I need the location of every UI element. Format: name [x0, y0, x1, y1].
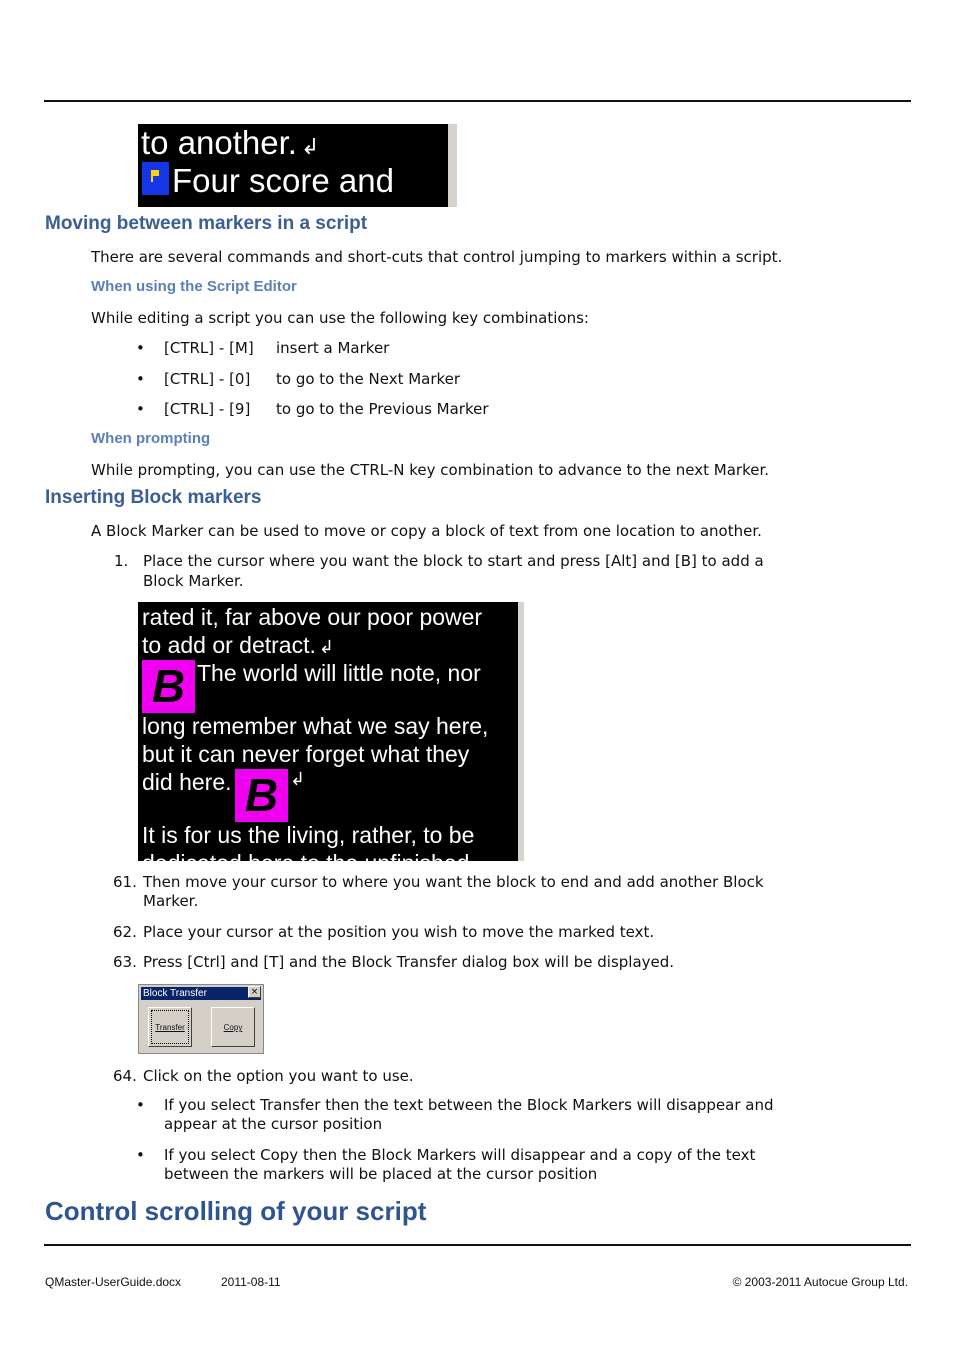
step-number: 62. [113, 923, 137, 941]
key-desc: to go to the Previous Marker [276, 400, 489, 418]
step-number: 61. [113, 873, 137, 891]
paragraph: While editing a script you can use the following key combinations: [91, 309, 589, 327]
bullet-icon: • [136, 370, 145, 388]
step-text: Place the cursor where you want the block to start and press [Alt] and [B] to add a [143, 552, 764, 570]
step-text: Then move your cursor to where you want the block to end and add another Block [143, 873, 764, 891]
step-number: 63. [113, 953, 137, 971]
bullet-icon: • [136, 1096, 145, 1114]
screenshot-line: to another. ↲ [141, 124, 320, 161]
key-combo: [CTRL] - [0] [164, 370, 251, 388]
key-desc: insert a Marker [276, 339, 390, 357]
step-text: Marker. [143, 892, 199, 910]
key-combo: [CTRL] - [M] [164, 339, 254, 357]
option-text: appear at the cursor position [164, 1115, 383, 1133]
footer-date: 2011-08-11 [221, 1275, 281, 1289]
return-icon: ↲ [318, 637, 334, 657]
paragraph: There are several commands and short-cuts that control jumping to markers within a script. [91, 248, 783, 266]
bullet-icon: • [136, 339, 145, 357]
screenshot-line: rated it, far above our poor power [142, 604, 483, 630]
screenshot-line: to add or detract. ↲ [142, 632, 334, 658]
close-icon[interactable]: × [248, 986, 261, 998]
step-text: Click on the option you want to use. [143, 1067, 414, 1085]
chapter-heading: Control scrolling of your script [45, 1196, 427, 1226]
return-icon: ↲ [300, 134, 320, 159]
key-combo: [CTRL] - [9] [164, 400, 251, 418]
block-marker-screenshot [138, 602, 524, 876]
screenshot-line: dedicated here to the unfinished [142, 850, 470, 876]
paragraph: A Block Marker can be used to move or copy a block of text from one location to another. [91, 522, 762, 540]
paragraph: While prompting, you can use the CTRL-N key combination to advance to the next Marker. [91, 461, 770, 479]
footer-filename: QMaster-UserGuide.docx [45, 1275, 182, 1289]
step-text: Press [Ctrl] and [T] and the Block Transfer dialog box will be displayed. [143, 953, 675, 971]
top-rule [44, 100, 911, 102]
subheading: When prompting [91, 430, 211, 447]
transfer-button[interactable]: Transfer [148, 1007, 192, 1047]
option-text: between the markers will be placed at the cursor position [164, 1165, 598, 1183]
return-icon: ↲ [290, 769, 306, 789]
footer-copyright: © 2003-2011 Autocue Group Ltd. [732, 1275, 908, 1289]
key-desc: to go to the Next Marker [276, 370, 461, 388]
section-heading: Inserting Block markers [45, 487, 262, 508]
scrollbar[interactable] [518, 602, 524, 861]
step-number: 64. [113, 1067, 137, 1085]
section-heading: Moving between markers in a script [45, 213, 368, 234]
subheading: When using the Script Editor [91, 278, 297, 295]
step-text: Block Marker. [143, 572, 244, 590]
block-marker-icon: B [235, 769, 288, 822]
screenshot-line: It is for us the living, rather, to be [142, 822, 475, 848]
marker-screenshot [138, 124, 457, 207]
bullet-icon: • [136, 1146, 145, 1164]
block-transfer-dialog [138, 984, 264, 1054]
copy-button[interactable]: Copy [211, 1007, 255, 1047]
scrollbar[interactable] [448, 124, 457, 207]
screenshot-line: The world will little note, nor [197, 660, 481, 686]
marker-icon [142, 162, 169, 195]
step-text: Place your cursor at the position you wish to move the marked text. [143, 923, 655, 941]
screenshot-line: but it can never forget what they [142, 741, 470, 767]
bullet-icon: • [136, 400, 145, 418]
option-text: If you select Transfer then the text between the Block Markers will disappear and [164, 1096, 774, 1114]
dialog-title: Block Transfer [141, 987, 261, 1000]
option-text: If you select Copy then the Block Markers will disappear and a copy of the text [164, 1146, 756, 1164]
screenshot-line: Four score and [172, 162, 394, 199]
screenshot-line: did here. [142, 769, 232, 795]
block-marker-icon: B [142, 660, 195, 713]
step-number: 1. [114, 552, 129, 570]
bottom-rule [44, 1244, 911, 1246]
screenshot-line: long remember what we say here, [142, 713, 489, 739]
